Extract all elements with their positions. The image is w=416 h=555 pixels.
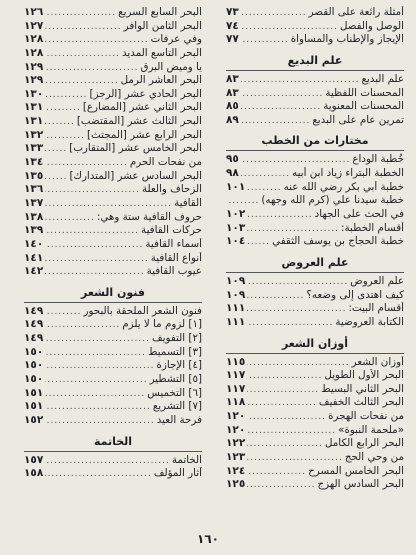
toc-entry (226, 369, 404, 383)
toc-entry-title: يا وميض البرق (140, 60, 202, 73)
toc-entry-title: القافية (174, 196, 202, 209)
dot-leader (45, 306, 81, 319)
toc-entry-title: خطبة سيدنا علي (كرم الله وجهه) (261, 194, 404, 207)
toc-entry (24, 332, 202, 346)
toc-entry-title: الزحاف والعلة (142, 183, 202, 196)
toc-entry-page: ١٢٩ (24, 74, 44, 87)
dot-leader (241, 7, 307, 20)
toc-entry (226, 181, 404, 195)
toc-entry-title: خطبة الحجاج بن يوسف الثقفي (272, 235, 404, 248)
toc-entry-title: [٥] التشطير (149, 373, 202, 386)
dot-leader (247, 466, 306, 479)
toc-entry-title: أسماء القافية (145, 237, 202, 250)
toc-entry-page: ١٥٧ (24, 453, 44, 466)
toc-entry (226, 100, 404, 114)
section-heading-text: علم العروض (281, 255, 349, 269)
toc-entry (24, 115, 202, 129)
dot-leader (45, 116, 75, 129)
dot-leader (247, 438, 323, 451)
toc-entry-page: ١١١ (226, 315, 246, 328)
dot-leader (247, 182, 281, 195)
toc-entry-page: ٧٤ (226, 19, 239, 32)
dot-leader (247, 209, 312, 222)
toc-entry (226, 451, 404, 465)
section-heading-text: مختارات من الخطب (261, 134, 369, 148)
toc-entry-page: ١٢٥ (226, 478, 246, 491)
toc-entry-page: ٨٣ (226, 86, 239, 99)
dot-leader (45, 7, 116, 20)
toc-entry-page: ١٢٠ (226, 410, 246, 423)
toc-entry-title: فنون الشعر الملحقة بالبحور (83, 304, 202, 317)
dot-leader (247, 370, 322, 383)
toc-entry-page: ١٠٤ (226, 235, 246, 248)
toc-entry-page: ١٢٩ (24, 60, 44, 73)
toc-entry (24, 359, 202, 373)
dot-leader (45, 266, 144, 279)
dot-leader (247, 223, 339, 236)
toc-entry-page: ١٥٢ (24, 413, 44, 426)
toc-entry-page: ١٠١ (226, 180, 246, 193)
toc-entry (226, 316, 404, 330)
toc-entry (24, 467, 202, 481)
toc-entry (24, 318, 202, 332)
toc-entry-page: ١٥٠ (24, 345, 44, 358)
toc-entry-page: ١٥١ (24, 400, 44, 413)
dot-leader (45, 143, 67, 156)
toc-entry-page: ١٤٩ (24, 304, 44, 317)
toc-entry (24, 454, 202, 468)
dot-leader (45, 455, 170, 468)
toc-entry (24, 183, 202, 197)
toc-entry (24, 373, 202, 387)
toc-entry-title: أقسام الخطبة: (341, 221, 404, 234)
toc-entry (24, 238, 202, 252)
toc-entry-title: عيوب القافية (146, 265, 202, 278)
toc-entry-title: فرحة العيد (156, 413, 202, 426)
toc-entry-title: علم العروض (350, 274, 404, 287)
toc-entry-title: من نفحات الهجرة (328, 410, 404, 423)
toc-entry-page: ١١١ (226, 302, 246, 315)
toc-entry-title: المحسنات المعنوية (323, 100, 404, 113)
toc-entry-title: البحر الثامن الوافر (123, 19, 202, 32)
toc-entry-page: ١٢٤ (226, 464, 246, 477)
toc-entry-title: البحر الثاني البسيط (321, 382, 404, 395)
dot-leader (241, 101, 321, 114)
toc-entry-title: البحر الثالث الخفيف (318, 396, 404, 409)
toc-entry (226, 153, 404, 167)
toc-entry (24, 61, 202, 75)
dot-leader (241, 34, 289, 47)
toc-entry-page: ١٠٣ (226, 221, 246, 234)
dot-leader (45, 184, 140, 197)
toc-entry-page: ١٣٨ (24, 210, 44, 223)
toc-entry-page: ١٥٠ (24, 359, 44, 372)
toc-entry-page: ١١٥ (226, 355, 246, 368)
toc-entry-title: البحر العاشر الرمل (120, 74, 202, 87)
toc-entry (226, 73, 404, 87)
toc-entry (24, 74, 202, 88)
toc-entry-page: ١٥٨ (24, 467, 44, 480)
dot-leader (45, 62, 138, 75)
toc-entry-page: ٨٣ (226, 72, 239, 85)
toc-entry-title: البحر السادس الهزج (317, 478, 404, 491)
toc-entry-title: حروف القافية ستة وهي: (96, 210, 202, 223)
toc-entry-title: أنواع القافية (150, 251, 202, 264)
toc-entry-page: ١٠٢ (226, 208, 246, 221)
toc-entry-title: [٦] التخميس (147, 386, 202, 399)
dot-leader (45, 21, 121, 34)
dot-leader (45, 333, 150, 346)
toc-entry-page: ١٤٢ (24, 265, 44, 278)
toc-entry-title: في الحث على الجهاد (314, 208, 404, 221)
page-number: ١٦٠ (197, 532, 219, 546)
toc-entry-page: ١٤٩ (24, 332, 44, 345)
toc-entry-title: البحر السابع السريع (118, 6, 202, 18)
toc-entry-page: ١٣١ (24, 115, 44, 128)
toc-entry-title: البحر التاسع المديد (122, 46, 202, 59)
toc-column-left (24, 6, 202, 481)
toc-entry-page: ٩٨ (226, 167, 239, 180)
dot-leader (45, 319, 120, 332)
toc-column-right (226, 6, 404, 492)
toc-entry-page: ١٣٣ (24, 142, 44, 155)
toc-entry-page: ١٣٤ (24, 156, 44, 169)
toc-entry (24, 170, 202, 184)
toc-entry (24, 197, 202, 211)
toc-entry-page: ١٣٦ (24, 183, 44, 196)
toc-entry-title: أمثلة رائعة على القصر (308, 6, 404, 18)
section-heading (24, 279, 202, 303)
toc-entry-title: «ملحمة النبوة» (338, 423, 404, 436)
toc-entry-title: تمرين عام على البديع (312, 113, 404, 126)
toc-entry-title: البحر الحادي عشر [الرجز] (89, 87, 202, 100)
dot-leader (241, 168, 290, 181)
toc-entry-title: المحسنات اللفظية (325, 86, 404, 99)
toc-entry-title: الخاتمة (171, 453, 202, 466)
toc-entry-title: [٧] التشريع (152, 400, 202, 413)
dot-leader (45, 75, 118, 88)
toc-entry-page: ١٥٠ (24, 373, 44, 386)
toc-entry (226, 410, 404, 424)
section-heading (226, 47, 404, 71)
toc-entry (226, 424, 404, 438)
toc-entry-title: البحر الأول الطويل (324, 369, 404, 382)
section-heading-text: أوزان الشعر (281, 336, 349, 350)
toc-entry-page: ١١٧ (226, 382, 246, 395)
dot-leader (45, 468, 152, 481)
dot-leader (241, 21, 338, 34)
toc-entry (24, 88, 202, 102)
dot-leader (247, 425, 336, 438)
dot-leader (247, 357, 349, 370)
toc-entry-title: البحر الثالث عشر [المقتضب] (76, 115, 202, 128)
toc-entry (226, 114, 404, 128)
toc-entry-title: [٢] التفويف (151, 332, 202, 345)
toc-entry-page: ١٤٠ (24, 237, 44, 250)
dot-leader (45, 102, 81, 115)
dot-leader (45, 171, 67, 184)
toc-entry (226, 33, 404, 47)
section-heading (226, 249, 404, 273)
toc-entry-title: من نفحات الحرم (129, 156, 202, 169)
toc-entry-title: البحر الرابع عشر [المجتث] (86, 128, 202, 141)
dot-leader (45, 34, 148, 47)
dot-leader (45, 347, 146, 360)
dot-leader (241, 115, 311, 128)
dot-leader (247, 479, 315, 492)
toc-entry (24, 265, 202, 279)
toc-entry (24, 142, 202, 156)
toc-entry-title: البحر الرابع الكامل (324, 437, 404, 450)
toc-entry-title: علم البديع (361, 72, 404, 85)
toc-entry-page: ١٢٠ (226, 423, 246, 436)
toc-entry-title: البحر الخامس عشر [المتقارب] (69, 142, 202, 155)
dot-leader (45, 157, 128, 170)
toc-entry-title: كيف اهتدى إلى وضعه؟ (306, 288, 404, 301)
toc-entry-title: [٤] الإجازة (156, 359, 202, 372)
toc-entry-title: الخطبة البتراء زياد ابن أبيه (292, 167, 404, 180)
toc-entry-title: [١] لزوم ما لا يلزم (122, 318, 202, 331)
toc-entry-page: ١٢٣ (226, 451, 246, 464)
toc-entry-page: ١٣٩ (24, 224, 44, 237)
toc-entry-page: ١٥١ (24, 386, 44, 399)
toc-entry-title: خطبة أبي بكر رضي الله عنه (283, 180, 404, 193)
toc-entry-title: الإيجاز والإطناب والمساواة (290, 33, 404, 46)
toc-entry (24, 47, 202, 61)
toc-entry-page: ٧٣ (226, 6, 239, 18)
toc-entry-page: ١٢٨ (24, 33, 44, 46)
toc-entry (24, 20, 202, 34)
toc-entry (226, 478, 404, 492)
dot-leader (45, 130, 85, 143)
toc-entry-title: البحر الثاني عشر [المضارع] (82, 101, 202, 114)
toc-entry (226, 465, 404, 479)
toc-entry (226, 302, 404, 316)
toc-entry-title: أوزان الشعر (351, 355, 404, 368)
dot-leader (247, 290, 304, 303)
toc-entry-page: ٨٩ (226, 113, 239, 126)
toc-entry-page: ٨٥ (226, 100, 239, 113)
toc-entry-page: ١٢٨ (24, 46, 44, 59)
dot-leader (45, 374, 147, 387)
toc-entry (24, 211, 202, 225)
toc-entry-page: ١٤١ (24, 251, 44, 264)
dot-leader (247, 411, 326, 424)
toc-entry (226, 222, 404, 236)
dot-leader (45, 388, 145, 401)
toc-entry (24, 414, 202, 428)
toc-entry (226, 289, 404, 303)
toc-entry-page: ١١٨ (226, 396, 246, 409)
toc-entry (226, 208, 404, 222)
toc-entry (226, 167, 404, 181)
section-heading (226, 127, 404, 151)
toc-entry-page: ١٤٩ (24, 318, 44, 331)
toc-entry (226, 20, 404, 34)
toc-entry-page: ١٣٥ (24, 169, 44, 182)
dot-leader (45, 48, 120, 61)
dot-leader (247, 452, 343, 465)
toc-entry-title: الوصل والفصل (339, 19, 404, 32)
toc-entry-page: ١٣١ (24, 101, 44, 114)
toc-entry-page: ١١٧ (226, 369, 246, 382)
toc-entry-title: [٣] التسميط (148, 345, 202, 358)
toc-entry (226, 87, 404, 101)
dot-leader (247, 384, 319, 397)
toc-entry-page: ٧٧ (226, 33, 239, 46)
section-heading (226, 330, 404, 354)
toc-entry (24, 387, 202, 401)
toc-entry (24, 101, 202, 115)
toc-entry (24, 346, 202, 360)
dot-leader (45, 89, 87, 102)
dot-leader (45, 225, 139, 238)
toc-entry (226, 383, 404, 397)
dot-leader (241, 154, 351, 167)
toc-entry (24, 224, 202, 238)
toc-entry-page: ١٣٠ (24, 87, 44, 100)
toc-entry (226, 235, 404, 249)
dot-leader (45, 212, 95, 225)
dot-leader (241, 74, 360, 87)
section-heading-text: فنون الشعر (81, 285, 145, 299)
dot-leader (45, 239, 143, 252)
toc-entry-title: وفي عرفات (150, 33, 202, 46)
dot-leader (247, 317, 333, 330)
toc-entry-title: الكتابة العروضية (335, 315, 404, 328)
toc-entry (24, 6, 202, 20)
toc-entry (24, 33, 202, 47)
toc-entry-title: من وحي الحج (344, 451, 404, 464)
toc-entry-page: ١٣٢ (24, 128, 44, 141)
toc-entry-title: البحر السادس عشر [المتدارك] (69, 169, 202, 182)
toc-entry-page: ١٣٧ (24, 196, 44, 209)
toc-entry-page: ١٢٧ (24, 19, 44, 32)
toc-entry-title: خُطبة الوداع (352, 153, 404, 166)
toc-entry (226, 396, 404, 410)
dot-leader (45, 360, 154, 373)
toc-entry (24, 252, 202, 266)
dot-leader (45, 198, 172, 211)
section-heading (24, 428, 202, 452)
toc-entry (226, 6, 404, 20)
dot-leader (45, 401, 151, 414)
toc-entry (24, 156, 202, 170)
toc-entry (226, 275, 404, 289)
dot-leader (45, 253, 149, 266)
dot-leader (247, 236, 270, 249)
toc-entry-page: ١٠٩ (226, 288, 246, 301)
dot-leader (228, 195, 259, 208)
toc-entry (24, 305, 202, 319)
toc-entry-title: حركات القافية (141, 224, 202, 237)
toc-entry (226, 194, 404, 208)
toc-entry-page: ٩٥ (226, 153, 239, 166)
toc-entry (24, 129, 202, 143)
toc-entry-page: ١٢٢ (226, 437, 246, 450)
dot-leader (247, 276, 348, 289)
dot-leader (247, 303, 346, 316)
toc-entry (226, 437, 404, 451)
toc-entry-page: ١٢٦ (24, 6, 44, 18)
section-heading-text: الخاتمة (93, 434, 133, 448)
section-heading-text: علم البديع (287, 53, 343, 67)
toc-entry-page: ١٠٩ (226, 274, 246, 287)
toc-entry (24, 400, 202, 414)
toc-entry-title: البحر الخامس المسرح (308, 464, 404, 477)
dot-leader (45, 415, 155, 428)
toc-entry-title: أقسام البيت: (348, 302, 404, 315)
dot-leader (241, 88, 323, 101)
dot-leader (247, 397, 317, 410)
toc-entry-title: آثار المؤلف (153, 467, 202, 480)
toc-entry (226, 356, 404, 370)
